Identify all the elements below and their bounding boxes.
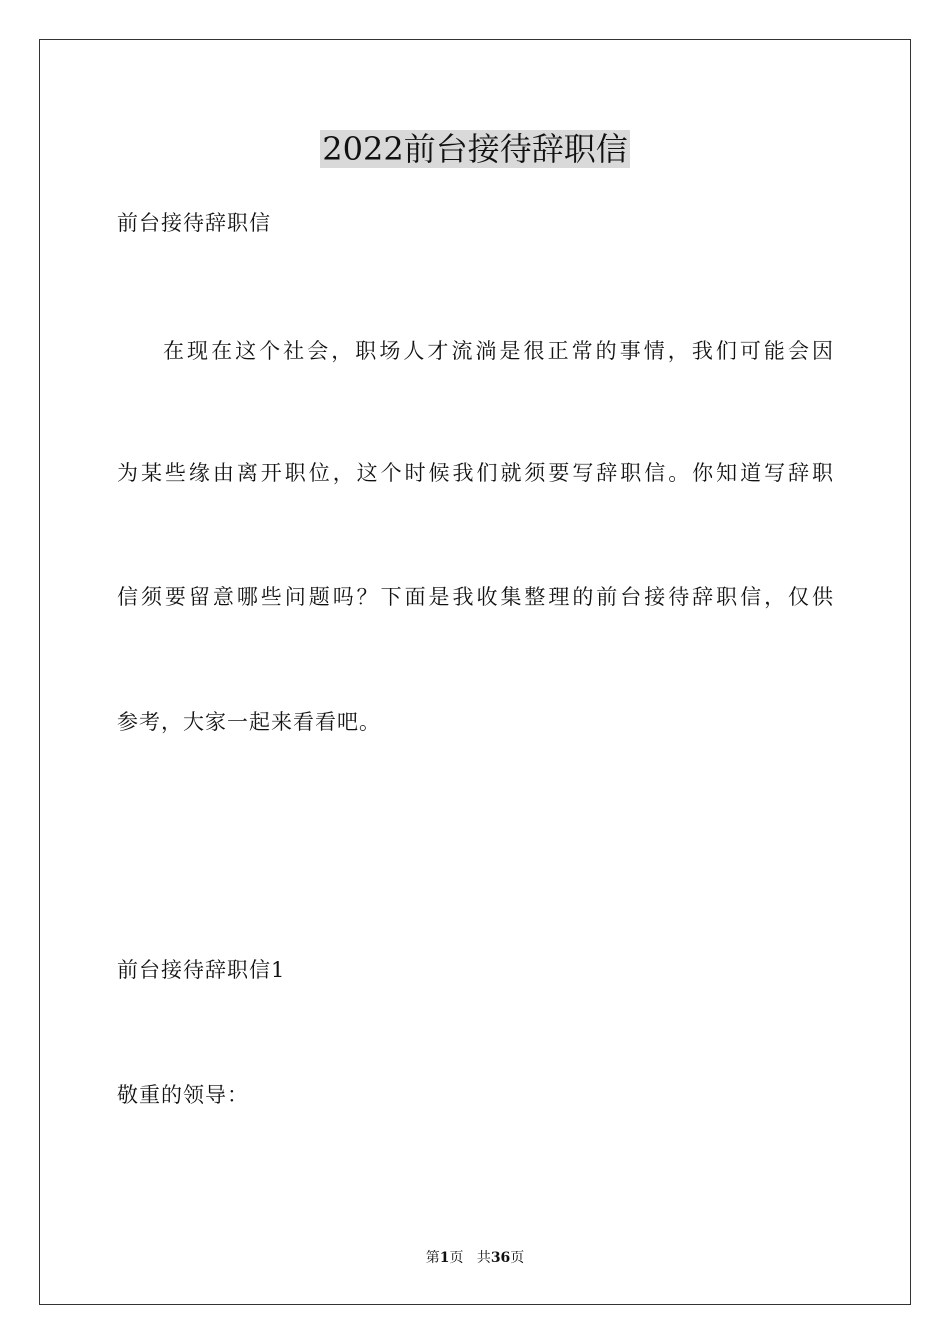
footer-total-pages: 36 [490, 1250, 511, 1266]
footer-total-prefix: 共 [476, 1250, 491, 1266]
footer-page-suffix: 页 [449, 1250, 464, 1266]
document-subtitle: 前台接待辞职信 [117, 211, 271, 235]
intro-line-1: 在现在这个社会，职场人才流淌是很正常的事情，我们可能会因 [163, 339, 833, 363]
footer-page-number: 1 [439, 1250, 450, 1266]
footer-page-prefix: 第 [425, 1250, 440, 1266]
intro-line-3: 信须要留意哪些问题吗？下面是我收集整理的前台接待辞职信，仅供 [117, 585, 833, 609]
document-title-text: 2022前台接待辞职信 [322, 130, 628, 168]
page-footer [0, 1248, 950, 1268]
intro-line-4: 参考，大家一起来看看吧。 [117, 710, 381, 734]
document-title [0, 126, 950, 172]
footer-total-suffix: 页 [510, 1250, 525, 1266]
section-heading: 前台接待辞职信1 [117, 958, 286, 982]
intro-line-2: 为某些缘由离开职位，这个时候我们就须要写辞职信。你知道写辞职 [117, 461, 833, 485]
salutation: 敬重的领导： [117, 1083, 249, 1107]
